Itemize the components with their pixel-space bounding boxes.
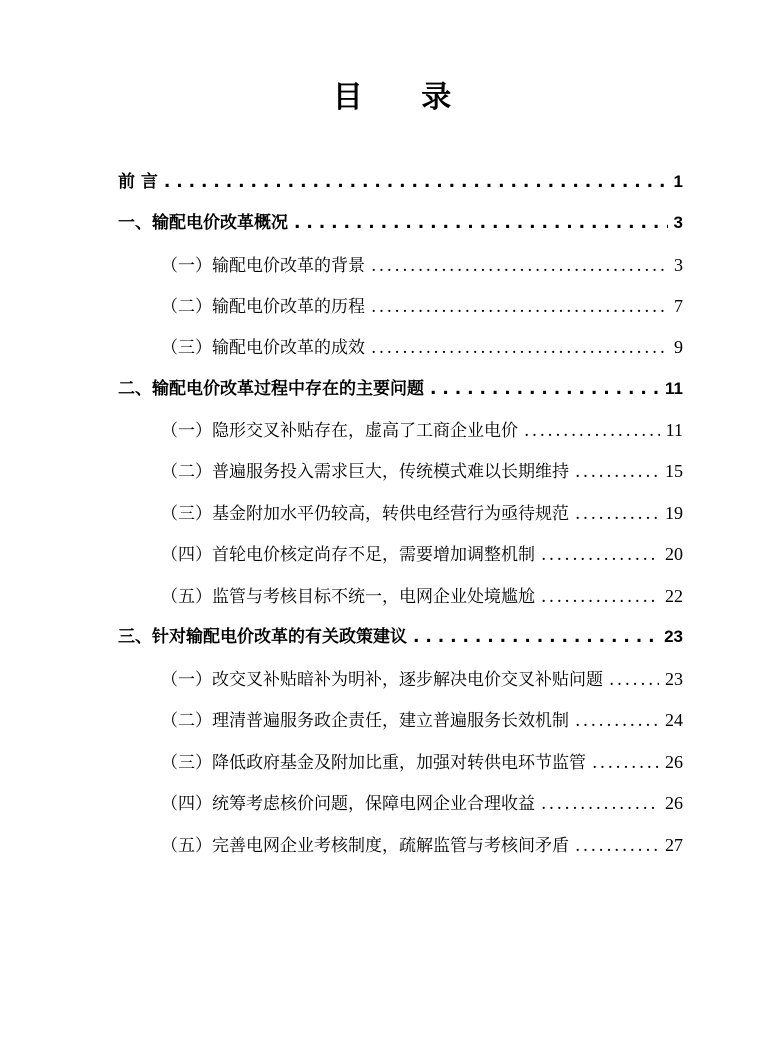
toc-entry-label: （三）基金附加水平仍较高，转供电经营行为亟待规范 bbox=[161, 504, 569, 524]
toc-entry-label: （二）输配电价改革的历程 bbox=[161, 297, 365, 317]
dot-leader bbox=[541, 542, 659, 568]
toc-entry-section-3-4[interactable] bbox=[161, 790, 683, 816]
toc-entry-page: 9 bbox=[674, 337, 683, 357]
toc-entry-label: （二）普遍服务投入需求巨大，传统模式难以长期维持 bbox=[161, 462, 569, 482]
toc-entry-section-2-3[interactable] bbox=[161, 500, 683, 526]
toc-entry-section-2-2[interactable] bbox=[161, 458, 683, 484]
toc-entry-label: （四）统筹考虑核价问题，保障电网企业合理收益 bbox=[161, 794, 535, 814]
toc-entry-page: 19 bbox=[665, 503, 683, 523]
dot-leader bbox=[592, 750, 659, 776]
toc-entry-page: 22 bbox=[665, 586, 683, 606]
toc-entry-page: 24 bbox=[665, 710, 683, 730]
dot-leader bbox=[371, 253, 668, 279]
toc-entry-preface[interactable] bbox=[118, 169, 683, 195]
toc-entry-label: （二）理清普遍服务政企责任，建立普遍服务长效机制 bbox=[161, 711, 569, 731]
toc-entry-section-1-2[interactable] bbox=[161, 293, 683, 319]
toc-entry-label: 三、针对输配电价改革的有关政策建议 bbox=[118, 627, 407, 647]
toc-entry-page: 11 bbox=[665, 420, 683, 440]
toc-entry-page: 3 bbox=[674, 255, 683, 275]
toc-entry-label: 二、输配电价改革过程中存在的主要问题 bbox=[118, 379, 424, 399]
toc-entry-page: 7 bbox=[674, 296, 683, 316]
toc-entry-page: 20 bbox=[665, 544, 683, 564]
dot-leader bbox=[524, 418, 660, 444]
toc-entry-section-3-1[interactable] bbox=[161, 666, 683, 692]
toc-entry-page: 11 bbox=[665, 379, 683, 398]
toc-entry-label: 前 言 bbox=[118, 172, 158, 192]
toc-entry-section-1[interactable] bbox=[118, 210, 683, 236]
toc-entry-page: 1 bbox=[673, 172, 683, 191]
toc-entry-section-2-4[interactable] bbox=[161, 541, 683, 567]
toc-entry-page: 15 bbox=[665, 461, 683, 481]
toc-entry-label: （三）输配电价改革的成效 bbox=[161, 338, 365, 358]
toc-entry-page: 23 bbox=[664, 627, 683, 646]
toc-entry-label: （四）首轮电价核定尚存不足，需要增加调整机制 bbox=[161, 545, 535, 565]
page-title: 目 录 bbox=[332, 80, 476, 115]
dot-leader bbox=[575, 833, 659, 859]
toc-entry-page: 23 bbox=[665, 669, 683, 689]
toc-entry-page: 26 bbox=[665, 752, 683, 772]
toc-entry-page: 27 bbox=[665, 835, 683, 855]
dot-leader bbox=[294, 210, 668, 236]
dot-leader bbox=[541, 584, 659, 610]
toc-entry-label: （一）改交叉补贴暗补为明补，逐步解决电价交叉补贴问题 bbox=[161, 670, 603, 690]
dot-leader bbox=[164, 169, 668, 195]
dot-leader bbox=[575, 459, 659, 485]
dot-leader bbox=[609, 667, 659, 693]
toc-entry-label: （三）降低政府基金及附加比重，加强对转供电环节监管 bbox=[161, 753, 586, 773]
toc-entry-section-3[interactable] bbox=[118, 624, 683, 650]
dot-leader bbox=[575, 708, 659, 734]
toc-entry-section-2-5[interactable] bbox=[161, 583, 683, 609]
dot-leader bbox=[575, 501, 659, 527]
dot-leader bbox=[371, 335, 668, 361]
toc-entry-section-3-3[interactable] bbox=[161, 749, 683, 775]
toc-entry-label: （五）监管与考核目标不统一，电网企业处境尴尬 bbox=[161, 587, 535, 607]
dot-leader bbox=[371, 294, 668, 320]
toc-entry-label: （五）完善电网企业考核制度，疏解监管与考核间矛盾 bbox=[161, 836, 569, 856]
dot-leader bbox=[541, 791, 659, 817]
toc-entry-label: （一）隐形交叉补贴存在，虚高了工商企业电价 bbox=[161, 421, 518, 441]
toc-entry-section-3-2[interactable] bbox=[161, 707, 683, 733]
dot-leader bbox=[413, 624, 658, 650]
toc-entry-page: 3 bbox=[673, 213, 683, 232]
dot-leader bbox=[430, 376, 659, 402]
toc-entry-section-2[interactable] bbox=[118, 376, 683, 402]
toc-entry-section-1-1[interactable] bbox=[161, 252, 683, 278]
toc-entry-label: 一、输配电价改革概况 bbox=[118, 213, 288, 233]
toc-entry-section-2-1[interactable] bbox=[161, 417, 683, 443]
toc-entry-page: 26 bbox=[665, 793, 683, 813]
toc-entry-label: （一）输配电价改革的背景 bbox=[161, 256, 365, 276]
toc-entry-section-1-3[interactable] bbox=[161, 334, 683, 360]
toc-entry-section-3-5[interactable] bbox=[161, 832, 683, 858]
